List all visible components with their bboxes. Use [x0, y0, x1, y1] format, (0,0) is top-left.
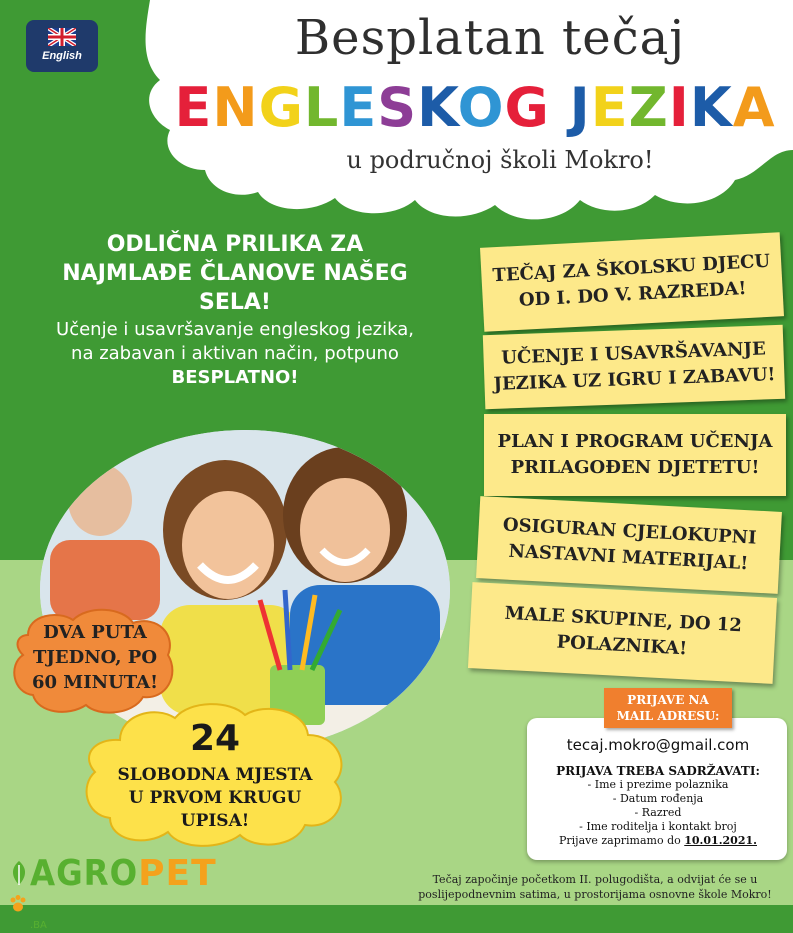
intro-heading	[20, 230, 450, 317]
signup-email-link[interactable]: tecaj.mokro@gmail.com	[566, 736, 750, 754]
paw-icon	[8, 894, 28, 914]
title-line3: u područnoj školi Mokro!	[346, 146, 654, 174]
note-school-children	[480, 232, 784, 332]
places-text	[90, 764, 340, 833]
places-line: U PRVOM KRUGU	[128, 788, 302, 808]
note-line: POLAZNIKA!	[556, 631, 688, 660]
title-letter: E	[174, 76, 213, 139]
frequency-line: DVA PUTA	[43, 622, 147, 643]
frequency-text	[20, 620, 170, 695]
note-line: TEČAJ ZA ŠKOLSKU DJECU	[491, 250, 771, 287]
intro-text	[20, 318, 450, 390]
note-line: UČENJE I USAVRŠAVANJE	[500, 338, 767, 369]
requirements-heading: PRIJAVA TREBA SADRŽAVATI:	[556, 764, 760, 778]
frequency-line: 60 MINUTA!	[31, 672, 159, 693]
signup-tag-line: MAIL ADRESU:	[616, 709, 720, 723]
agropet-logo	[8, 853, 218, 931]
flag-label: English	[42, 50, 82, 62]
note-small-groups	[468, 582, 777, 684]
title-letter: G	[258, 76, 304, 139]
places-number: 24	[189, 718, 241, 759]
note-plan-program	[484, 414, 786, 496]
title-letter: N	[212, 76, 259, 139]
footer-line: poslijepodnevnim satima, u prostorijama osnovne škole Mokro!	[418, 888, 772, 901]
title-letter: E	[590, 76, 629, 139]
intro-heading-line: NAJMLAĐE ČLANOVE NAŠEG	[62, 261, 408, 286]
note-line: PLAN I PROGRAM UČENJA	[497, 431, 773, 452]
footer-note	[400, 872, 790, 902]
intro-text-bold: BESPLATNO!	[171, 367, 299, 388]
title-letter: I	[668, 76, 690, 139]
leaf-icon	[8, 859, 30, 887]
places-line: UPISA!	[180, 811, 250, 831]
title-line2	[170, 76, 780, 139]
title-letter: O	[457, 76, 505, 139]
intro-heading-line: SELA!	[199, 290, 271, 315]
title-letter: S	[377, 76, 418, 139]
logo-agro: AGRO	[30, 853, 139, 894]
signup-tag-line: PRIJAVE NA	[627, 693, 709, 707]
signup-requirements	[530, 764, 786, 848]
title-letter: A	[732, 76, 776, 139]
note-line: MALE SKUPINE, DO 12	[504, 602, 743, 637]
title-line1: Besplatan tečaj	[294, 10, 686, 66]
footer-line: Tečaj započinje početkom II. polugodišta, a odvijat će se u	[432, 873, 758, 886]
deadline-date: 10.01.2021.	[684, 834, 757, 847]
requirement-item: - Razred	[634, 806, 682, 819]
frequency-line: TJEDNO, PO	[32, 647, 158, 668]
intro-heading-line: ODLIČNA PRILIKA ZA	[106, 232, 364, 257]
english-flag-badge	[26, 20, 98, 72]
note-learning-play	[483, 325, 785, 409]
intro-text-line: na zabavan i aktivan način, potpuno	[71, 343, 399, 364]
title-letter: K	[689, 76, 733, 139]
note-line: JEZIKA UZ IGRU I ZABAVU!	[493, 364, 776, 395]
note-line: PRILAGOĐEN DJETETU!	[510, 457, 760, 478]
note-line: OSIGURAN CJELOKUPNI	[502, 514, 757, 549]
title-letter	[550, 76, 570, 139]
places-line: SLOBODNA MJESTA	[117, 765, 313, 785]
deadline-text: Prijave zaprimamo do	[559, 834, 681, 847]
requirement-item: - Datum rođenja	[612, 792, 704, 805]
title-letter: K	[417, 76, 458, 139]
title-letter: E	[339, 76, 378, 139]
logo-ba: .BA	[30, 920, 47, 931]
title-letter: G	[504, 76, 550, 139]
title-letter: L	[303, 76, 340, 139]
logo-pet: PET	[138, 853, 217, 894]
requirement-item: - Ime roditelja i kontakt broj	[579, 820, 737, 833]
note-line: NASTAVNI MATERIJAL!	[507, 540, 749, 575]
signup-tag	[604, 688, 732, 728]
note-line: OD I. DO V. RAZREDA!	[518, 278, 747, 311]
title-letter: J	[569, 76, 591, 139]
uk-flag-icon	[48, 28, 76, 46]
requirement-item: - Ime i prezime polaznika	[587, 778, 729, 791]
note-materials	[476, 496, 782, 594]
title-letter: Z	[628, 76, 669, 139]
intro-text-line: Učenje i usavršavanje engleskog jezika,	[56, 319, 414, 340]
